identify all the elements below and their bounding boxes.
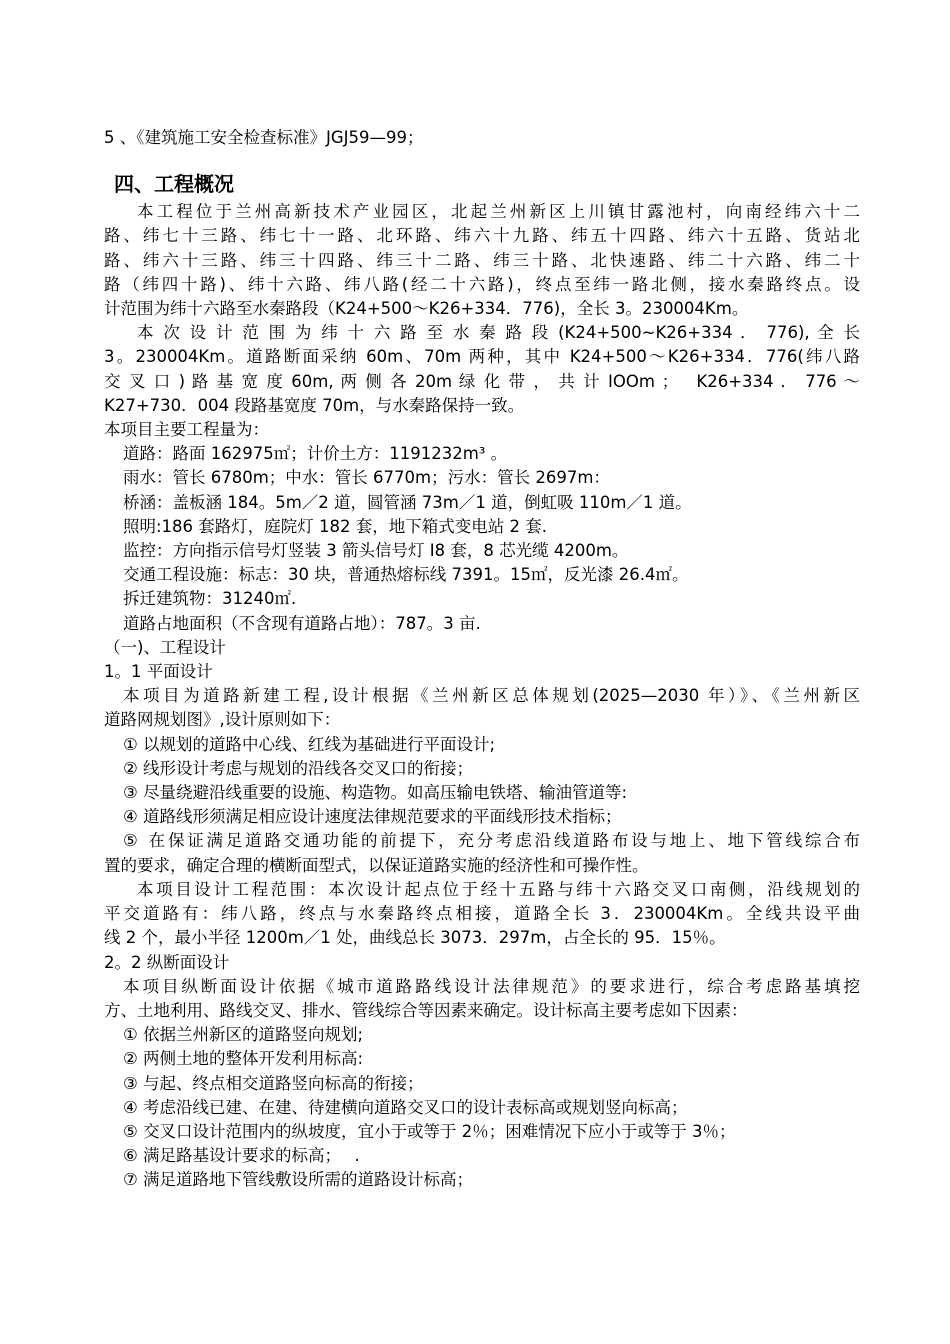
factor-item: ⑤ 交叉口设计范围内的纵坡度，宜小于或等于 2％；困难情况下应小于或等于 3％； [123,1121,736,1141]
quantity-item: 道路占地面积（不含现有道路占地）：787。3 亩. [123,613,481,633]
principle-item: ③ 尽量绕避沿线重要的设施、构造物。如高压输电铁塔、输油管道等: [123,783,628,803]
sub-section-title: （一)、工程设计 [104,637,226,657]
factor-item: ① 依据兰州新区的道路竖向规划; [123,1025,364,1045]
quantity-item: 监控：方向指示信号灯竖装 3 箭头信号灯 I8 套，8 芯光缆 4200m。 [123,541,629,561]
factor-item: ⑦ 满足道路地下管线敷设所需的道路设计标高； [123,1170,474,1190]
factor-item: ② 两侧土地的整体开发利用标高: [123,1049,364,1069]
range-line: 线 2 个，最小半径 1200m／1 处，曲线总长 3073．297m，占全长的 95．15％。 [104,928,726,948]
overview-paragraph [104,200,860,321]
principle-item-continued: 置的要求，确定合理的横断面型式，以保证道路实施的经济性和可操作性。 [104,855,649,875]
quantity-item: 照明:186 套路灯，庭院灯 182 套，地下箱式变电站 2 套. [123,516,548,536]
section-title: 四、工程概况 [114,172,234,197]
overview-line: 路、纬六十三路、纬三十四路、纬三十二路、纬三十路、北快速路、纬二十六路、纬二十 [104,250,860,270]
overview-line: 路（纬四十路)、纬十六路、纬八路(经二十六路)，终点至纬一路北侧，接水秦路终点。设 [104,274,860,294]
principle-item: ⑤ 在保证满足道路交通功能的前提下，充分考虑沿线道路布设与地上、地下管线综合布 [123,831,860,851]
plan-design-heading: 1。1 平面设计 [104,662,213,682]
scope-line: 交 叉 口 ) 路 基 宽 度 60m, 两 侧 各 20m 绿 化 带 ， 共 计 IOOm ； K26+334 ． 776 ～ [104,371,860,391]
scope-line: 3。230004Km。道路断面采纳 60m、70m 两种，其中 K24+500～K26+334．776(纬八路 [104,347,860,367]
scope-line: K27+730．004 段路基宽度 70m，与水秦路保持一致。 [104,395,525,415]
profile-design-intro [104,975,860,1023]
reference-item: 5 、《建筑施工安全检查标准》JGJ59—99； [104,128,424,147]
profile-design-heading: 2。2 纵断面设计 [104,952,230,972]
scope-line: 本 次 设 计 范 围 为 纬 十 六 路 至 水 秦 路 段 (K24+500~K26+334 ． 776), 全 长 [137,323,860,343]
quantity-item: 道路：路面 162975㎡；计价土方：1191232m³ 。 [123,444,508,464]
plan-intro-line: 道路网规划图》,设计原则如下： [104,710,341,730]
quantity-item: 桥涵：盖板涵 184。5m／2 道，圆管涵 73m／1 道，倒虹吸 110m／1 道。 [123,492,692,512]
quantities-list [104,442,860,636]
quantities-intro: 本项目主要工程量为： [104,420,269,440]
document-body [104,126,860,1193]
overview-line: 路、纬七十三路、纬七十一路、北环路、纬六十九路、纬五十四路、纬六十五路、货站北 [104,226,860,246]
plan-intro-line: 本项目为道路新建工程,设计根据《兰州新区总体规划(2025—2030 年）》、《兰州新区 [123,686,860,706]
quantity-item: 雨水：管长 6780m；中水：管长 6770m；污水：管长 2697m： [123,468,610,488]
factor-item: ③ 与起、终点相交道路竖向标高的衔接； [123,1073,424,1093]
quantity-item: 交通工程设施：标志：30 块，普通热熔标线 7391。15㎡，反光漆 26.4㎡。 [123,565,689,585]
factor-item: ⑥ 满足路基设计要求的标高； . [123,1146,360,1166]
design-principles-list [104,733,860,878]
profile-intro-line: 方、土地利用、路线交叉、排水、管线综合等因素来确定。设计标高主要考虑如下因素： [104,1000,748,1020]
principle-item: ④ 道路线形须满足相应设计速度法律规范要求的平面线形技术指标； [123,807,622,827]
principle-item: ② 线形设计考虑与规划的沿线各交叉口的衔接； [123,758,474,778]
principle-item: ① 以规划的道路中心线、红线为基础进行平面设计; [123,734,496,754]
range-line: 平交道路有：纬八路，终点与水秦路终点相接，道路全长 3．230004Km。全线共设平曲 [104,904,860,924]
factor-item: ④ 考虑沿线已建、在建、待建横向道路交叉口的设计表标高或规划竖向标高； [123,1097,688,1117]
profile-factors-list [104,1023,860,1192]
overview-line: 本工程位于兰州高新技术产业园区，北起兰州新区上川镇甘露池村，向南经纬六十二 [137,202,860,222]
profile-intro-line: 本项目纵断面设计依据《城市道路路线设计法律规范》的要求进行，综合考虑路基填挖 [123,976,860,996]
plan-design-intro [104,684,860,732]
overview-line: 计范围为纬十六路至水秦路段（K24+500～K26+334．776)，全长 3。230004Km。 [104,299,749,319]
quantity-item: 拆迁建筑物：31240㎡. [123,589,297,609]
design-range-paragraph [104,878,860,951]
scope-paragraph [104,321,860,418]
range-line: 本项目设计工程范围：本次设计起点位于经十五路与纬十六路交叉口南侧，沿线规划的 [137,879,860,899]
